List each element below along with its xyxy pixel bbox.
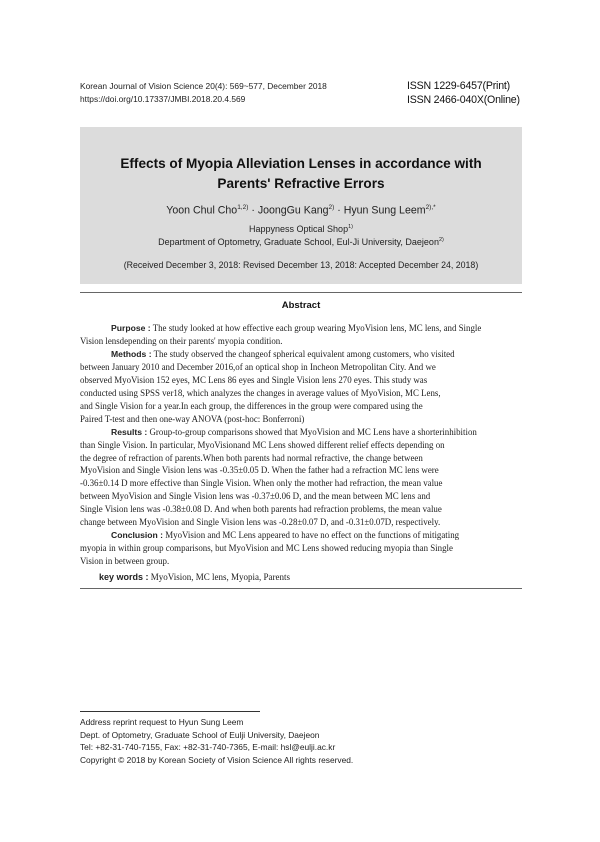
author-1-affil: 1,2) — [237, 204, 249, 211]
footnote-line: Address reprint request to Hyun Sung Leem — [80, 717, 244, 727]
purpose-text: The study looked at how effective each group wearing MyoVision lens, MC lens, and Single — [150, 323, 482, 333]
author-1: Yoon Chul Cho — [166, 204, 238, 217]
keywords-label: key words : — [99, 572, 149, 582]
abstract-line: Single Vision lens was -0.38±0.08 D. And when both parents had refraction problems, the mean value — [80, 504, 442, 515]
footnote-line: Tel: +82-31-740-7155, Fax: +82-31-740-7365, E-mail: hsl@eulji.ac.kr — [80, 742, 336, 753]
issn-online: ISSN 2466-040X(Online) — [407, 94, 520, 106]
footnote-line: Dept. of Optometry, Graduate School of Eulji University, Daejeon — [80, 729, 320, 740]
abstract-top-rule — [80, 292, 522, 293]
abstract-line: between MyoVision and Single Vision lens was -0.37±0.06 D, and the mean between MC lens and — [80, 491, 431, 502]
journal-line: Korean Journal of Vision Science 20(4): 569~577, December 2018 — [80, 81, 327, 91]
copyright: Copyright © 2018 by Korean Society of Vision Science All rights reserved. — [80, 755, 354, 766]
methods-label: Methods : — [111, 348, 152, 359]
abstract-line: and Single Vision for a year.In each group, the differences in the group were compared using the — [80, 400, 423, 411]
methods-text: The study observed the changeof spherical equivalent among customers, who visited — [151, 348, 455, 359]
title-line-2: Parents' Refractive Errors — [217, 176, 385, 191]
journal-citation — [80, 80, 327, 106]
issn-block — [407, 79, 520, 107]
results-text: Group-to-group comparisons showed that MyoVision and MC Lens have a shorterinhibition — [147, 426, 477, 437]
author-2: JoongGu Kang — [257, 204, 329, 217]
abstract-line — [111, 322, 497, 335]
abstract-body — [80, 322, 497, 568]
abstract-line: change between MyoVision and Single Vision lens was -0.28±0.07 D, and -0.31±0.07D, respectively. — [80, 517, 441, 528]
received-dates: (Received December 3, 2018: Revised December 13, 2018: Accepted December 24, 2018) — [123, 260, 479, 270]
doi-link[interactable]: https://doi.org/10.17337/JMBI.2018.20.4.569 — [80, 94, 246, 104]
footnote — [80, 716, 353, 767]
abstract-line: the degree of refraction of parents.When both parents had normal refractive, the change between — [80, 452, 423, 463]
issn-print: ISSN 1229-6457(Print) — [407, 80, 510, 92]
author-2-affil: 2) — [328, 204, 335, 211]
abstract-line: -0.36±0.14 D more effective than Single Vision. When only the mother had refraction, the mean value — [80, 478, 443, 489]
affiliation-1-mark: 1) — [348, 224, 353, 230]
abstract-line: observed MyoVision 152 eyes, MC Lens 86 eyes and Single Vision lens 270 eyes. This study was — [80, 374, 428, 385]
abstract-line: Vision lensdepending on their parents' myopia condition. — [80, 335, 283, 346]
affiliation-2-text: Department of Optometry, Graduate School, Eul-Ji University, Daejeon — [158, 237, 439, 247]
abstract-line: between January 2010 and December 2016,of an optical shop in Incheon Metropolitan City. And we — [80, 361, 436, 372]
author-separator: · — [248, 204, 258, 217]
author-3: Hyun Sung Leem — [343, 204, 426, 217]
author-separator: · — [334, 204, 344, 217]
keywords-value: MyoVision, MC lens, Myopia, Parents — [148, 572, 290, 582]
purpose-label: Purpose : — [111, 323, 151, 333]
affiliation-2 — [80, 237, 522, 247]
results-label: Results : — [111, 426, 148, 437]
abstract-line: Vision in between group. — [80, 556, 170, 567]
abstract-line: Paired T-test and then one-way ANOVA (post-hoc: Bonferroni) — [80, 413, 305, 424]
paper-title — [80, 154, 522, 194]
conclusion-text: MyoVision and MC Lens appeared to have no effect on the functions of mitigating — [163, 530, 460, 541]
conclusion-label: Conclusion : — [111, 530, 164, 541]
abstract-line — [111, 426, 497, 439]
keywords — [99, 572, 290, 582]
abstract-line — [111, 348, 497, 361]
title-line-1: Effects of Myopia Alleviation Lenses in accordance with — [120, 156, 482, 171]
abstract-line: conducted using SPSS ver18, which analyzes the changes in average values of MyoVision, MC Lens, — [80, 387, 441, 398]
abstract-line: than Single Vision. In particular, MyoVisionand MC Lens showed different relief effects depending on — [80, 439, 445, 450]
abstract-line: myopia in within group comparisons, but MyoVision and MC Lens showed reducing myopia than Single — [80, 543, 453, 554]
footnote-rule — [80, 711, 260, 712]
abstract-line — [111, 529, 497, 542]
affiliation-1 — [80, 224, 522, 234]
author-3-affil: 2),* — [425, 204, 436, 211]
author-list — [80, 204, 522, 217]
abstract-line: MyoVision and Single Vision lens was -0.35±0.05 D. When the father had a refraction MC lens were — [80, 465, 439, 476]
abstract-bottom-rule — [80, 588, 522, 589]
affiliation-2-mark: 2) — [438, 237, 444, 243]
abstract-heading: Abstract — [281, 300, 321, 311]
affiliation-1-text: Happyness Optical Shop — [249, 224, 349, 234]
